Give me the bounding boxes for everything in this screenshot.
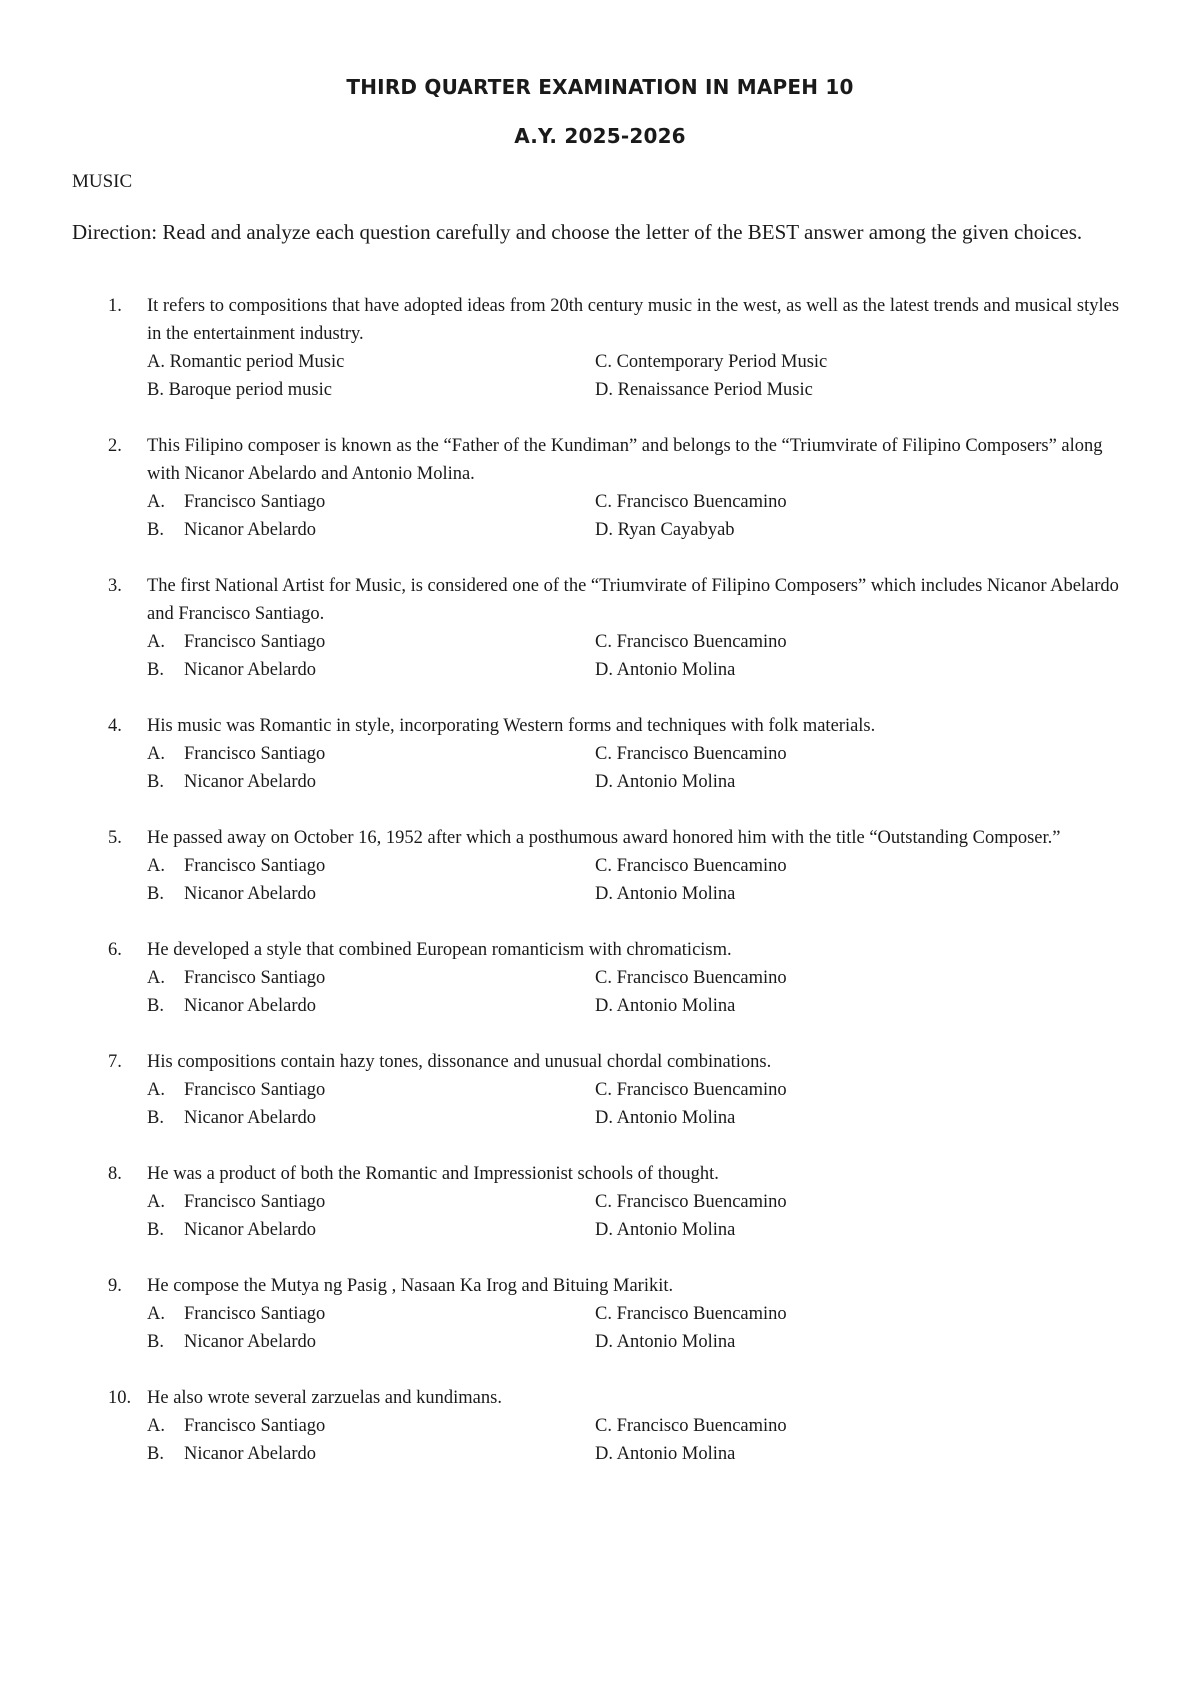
choice-text: Antonio Molina (616, 772, 736, 792)
choice-letter: C. (595, 1192, 612, 1212)
choice-text: Francisco Buencamino (616, 1416, 787, 1436)
section-heading: MUSIC (72, 171, 133, 192)
answer-choice (147, 1300, 595, 1328)
exam-title: THIRD QUARTER EXAMINATION IN MAPEH 10 (346, 75, 854, 99)
answer-choice (147, 992, 595, 1020)
choice-letter: B. (147, 660, 164, 680)
academic-year: A.Y. 2025-2026 (514, 124, 686, 148)
answer-choices (147, 488, 1132, 544)
choice-letter: B. (147, 1332, 164, 1352)
choice-letter: B. (147, 772, 164, 792)
choice-letter: A. (147, 1416, 165, 1436)
choice-letter: C. (595, 744, 612, 764)
choice-text: Nicanor Abelardo (184, 1444, 317, 1464)
answer-choice (595, 740, 1132, 768)
choice-letter: D. (595, 380, 613, 400)
choice-text: Antonio Molina (616, 884, 736, 904)
question-number: 7. (108, 1052, 122, 1072)
choice-letter: B. (147, 1108, 164, 1128)
choice-letter: C. (595, 856, 612, 876)
choice-text: Francisco Santiago (184, 632, 326, 652)
answer-choice (595, 1412, 1132, 1440)
answer-choice (147, 656, 595, 684)
choice-text: Francisco Santiago (184, 744, 326, 764)
answer-choice (147, 1412, 595, 1440)
answer-choice (595, 656, 1132, 684)
choice-text: Ryan Cayabyab (617, 520, 735, 540)
choice-text: Nicanor Abelardo (184, 1332, 317, 1352)
answer-choice (595, 852, 1132, 880)
question-list (72, 292, 1132, 1496)
question-text: His compositions contain hazy tones, dissonance and unusual chordal combinations. (147, 1052, 772, 1072)
answer-choice (595, 488, 1132, 516)
choice-text: Antonio Molina (616, 660, 736, 680)
answer-choice (595, 880, 1132, 908)
choice-letter: C. (595, 1304, 612, 1324)
choice-text: Nicanor Abelardo (184, 660, 317, 680)
question-text: His music was Romantic in style, incorporating Western forms and techniques with folk materials. (147, 716, 876, 736)
choice-letter: C. (595, 1416, 612, 1436)
answer-choice (147, 516, 595, 544)
choice-letter: B. (147, 380, 164, 400)
choice-letter: A. (147, 352, 165, 372)
choice-text: Francisco Santiago (184, 1304, 326, 1324)
choice-letter: B. (147, 884, 164, 904)
answer-choice (147, 964, 595, 992)
answer-choice (595, 992, 1132, 1020)
answer-choices (147, 348, 1132, 404)
choice-text: Romantic period Music (169, 352, 345, 372)
question-number: 5. (108, 828, 122, 848)
answer-choice (147, 1076, 595, 1104)
choice-text: Francisco Buencamino (616, 1080, 787, 1100)
question-item (72, 936, 1132, 1020)
choice-text: Antonio Molina (616, 1444, 736, 1464)
question-text: It refers to compositions that have adopted ideas from 20th century music in the west, as well as the latest trends and musical styles in the entertainment industry. (147, 296, 1120, 344)
choice-text: Nicanor Abelardo (184, 772, 317, 792)
choice-letter: A. (147, 492, 165, 512)
choice-letter: D. (595, 660, 613, 680)
answer-choice (595, 376, 1132, 404)
question-number: 4. (108, 716, 122, 736)
answer-choice (147, 1328, 595, 1356)
answer-choice (147, 1440, 595, 1468)
answer-choice (595, 1076, 1132, 1104)
choice-letter: D. (595, 1108, 613, 1128)
choice-letter: A. (147, 744, 165, 764)
answer-choices (147, 1188, 1132, 1244)
choice-text: Nicanor Abelardo (184, 1108, 317, 1128)
choice-letter: A. (147, 968, 165, 988)
answer-choice (595, 516, 1132, 544)
answer-choice (595, 964, 1132, 992)
choice-text: Francisco Buencamino (616, 968, 787, 988)
choice-text: Francisco Buencamino (616, 744, 787, 764)
choice-text: Francisco Santiago (184, 856, 326, 876)
answer-choice (595, 1300, 1132, 1328)
choice-letter: A. (147, 1192, 165, 1212)
answer-choice (595, 348, 1132, 376)
answer-choice (147, 852, 595, 880)
choice-letter: C. (595, 968, 612, 988)
choice-text: Francisco Santiago (184, 1080, 326, 1100)
choice-text: Renaissance Period Music (617, 380, 813, 400)
choice-text: Francisco Santiago (184, 1416, 326, 1436)
answer-choices (147, 852, 1132, 908)
choice-text: Nicanor Abelardo (184, 520, 317, 540)
choice-letter: B. (147, 1220, 164, 1240)
question-item (72, 1160, 1132, 1244)
answer-choices (147, 1076, 1132, 1132)
question-text: He passed away on October 16, 1952 after which a posthumous award honored him with the title “Outstanding Composer.” (147, 828, 1061, 848)
choice-letter: C. (595, 632, 612, 652)
answer-choice (595, 628, 1132, 656)
question-number: 8. (108, 1164, 122, 1184)
answer-choice (147, 488, 595, 516)
choice-text: Contemporary Period Music (616, 352, 828, 372)
question-item (72, 1272, 1132, 1356)
choice-text: Nicanor Abelardo (184, 884, 317, 904)
question-item (72, 1048, 1132, 1132)
answer-choice (147, 348, 595, 376)
question-text: The first National Artist for Music, is considered one of the “Triumvirate of Filipino Composers” which includes Nicanor Abelardo and Francisco Santiago. (147, 576, 1119, 624)
answer-choice (595, 1104, 1132, 1132)
question-item (72, 572, 1132, 684)
choice-text: Francisco Santiago (184, 968, 326, 988)
choice-text: Antonio Molina (616, 1108, 736, 1128)
choice-text: Antonio Molina (616, 1332, 736, 1352)
choice-text: Nicanor Abelardo (184, 1220, 317, 1240)
answer-choice (147, 1188, 595, 1216)
answer-choice (147, 880, 595, 908)
choice-letter: A. (147, 1080, 165, 1100)
choice-text: Francisco Santiago (184, 492, 326, 512)
choice-letter: D. (595, 1220, 613, 1240)
choice-letter: D. (595, 996, 613, 1016)
question-number: 2. (108, 436, 122, 456)
choice-letter: A. (147, 1304, 165, 1324)
answer-choices (147, 628, 1132, 684)
choice-text: Antonio Molina (616, 1220, 736, 1240)
question-text: This Filipino composer is known as the “Father of the Kundiman” and belongs to the “Triumvirate of Filipino Composers” along with Nicanor Abelardo and Antonio Molina. (147, 436, 1103, 484)
question-text: He was a product of both the Romantic and Impressionist schools of thought. (147, 1164, 719, 1184)
choice-letter: D. (595, 772, 613, 792)
choice-letter: C. (595, 492, 612, 512)
question-number: 9. (108, 1276, 122, 1296)
answer-choice (147, 768, 595, 796)
directions-text: Direction: Read and analyze each question carefully and choose the letter of the BEST answer among the given choices. (72, 220, 1083, 244)
answer-choices (147, 964, 1132, 1020)
choice-text: Francisco Buencamino (616, 1304, 787, 1324)
choice-text: Antonio Molina (616, 996, 736, 1016)
choice-letter: C. (595, 352, 612, 372)
choice-letter: B. (147, 1444, 164, 1464)
answer-choice (147, 740, 595, 768)
answer-choice (147, 1216, 595, 1244)
choice-letter: B. (147, 520, 164, 540)
answer-choice (595, 1440, 1132, 1468)
answer-choice (595, 1188, 1132, 1216)
choice-text: Baroque period music (168, 380, 332, 400)
question-number: 1. (108, 296, 122, 316)
choice-letter: A. (147, 632, 165, 652)
question-item (72, 292, 1132, 404)
question-item (72, 432, 1132, 544)
choice-letter: C. (595, 1080, 612, 1100)
choice-letter: B. (147, 996, 164, 1016)
choice-text: Nicanor Abelardo (184, 996, 317, 1016)
question-number: 6. (108, 940, 122, 960)
choice-letter: A. (147, 856, 165, 876)
answer-choice (595, 1328, 1132, 1356)
choice-letter: D. (595, 520, 613, 540)
choice-text: Francisco Buencamino (616, 856, 787, 876)
answer-choices (147, 1300, 1132, 1356)
choice-text: Francisco Buencamino (616, 1192, 787, 1212)
choice-letter: D. (595, 1444, 613, 1464)
question-text: He compose the Mutya ng Pasig , Nasaan Ka Irog and Bituing Marikit. (147, 1276, 674, 1296)
choice-text: Francisco Buencamino (616, 492, 787, 512)
answer-choices (147, 740, 1132, 796)
choice-letter: D. (595, 884, 613, 904)
question-text: He also wrote several zarzuelas and kundimans. (147, 1388, 502, 1408)
question-number: 3. (108, 576, 122, 596)
choice-text: Francisco Santiago (184, 1192, 326, 1212)
answer-choice (147, 628, 595, 656)
question-number: 10. (108, 1388, 132, 1408)
question-item (72, 1384, 1132, 1468)
answer-choice (147, 376, 595, 404)
choice-text: Francisco Buencamino (616, 632, 787, 652)
question-text: He developed a style that combined European romanticism with chromaticism. (147, 940, 732, 960)
answer-choice (147, 1104, 595, 1132)
choice-letter: D. (595, 1332, 613, 1352)
answer-choice (595, 768, 1132, 796)
question-item (72, 712, 1132, 796)
question-item (72, 824, 1132, 908)
answer-choice (595, 1216, 1132, 1244)
answer-choices (147, 1412, 1132, 1468)
